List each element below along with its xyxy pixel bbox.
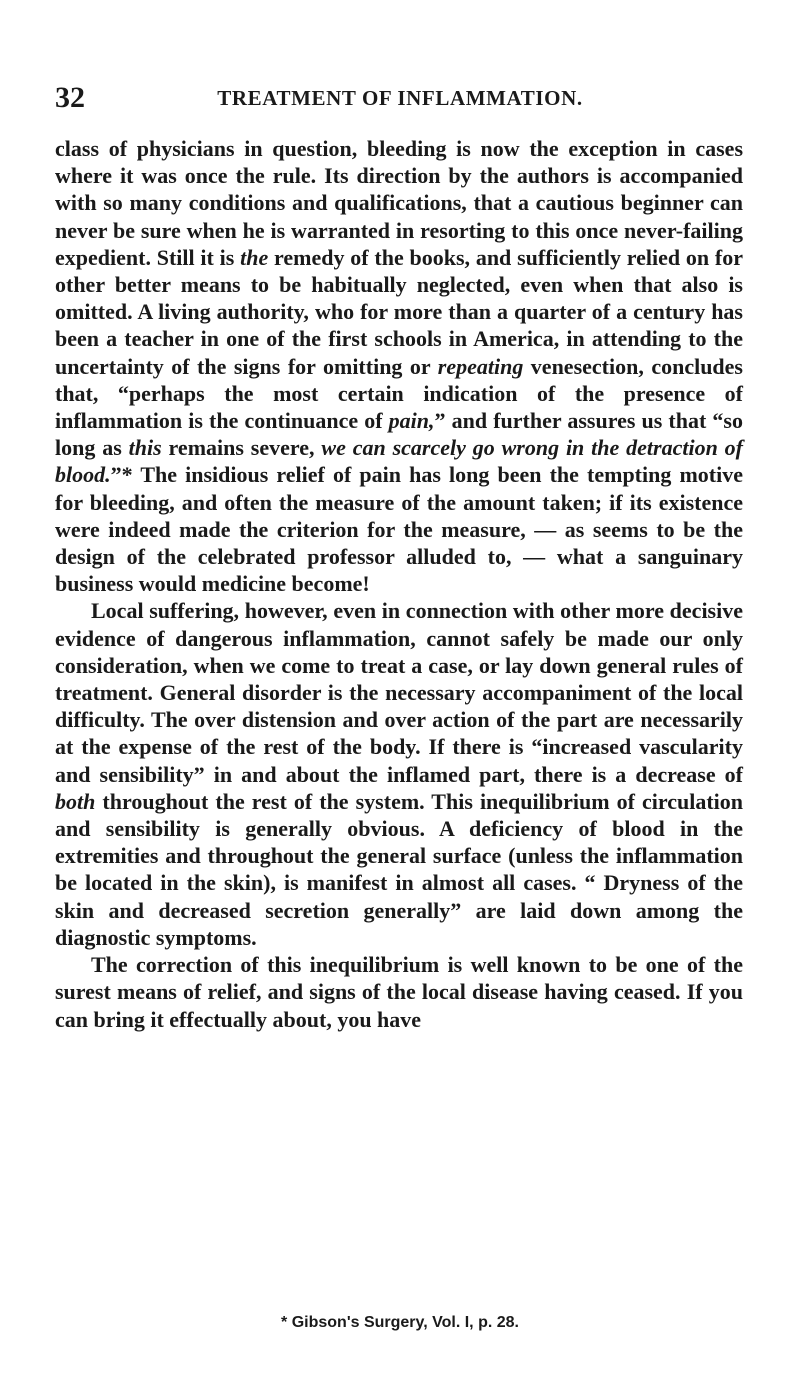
text-segment: ” and further assures us that “so long as: [55, 408, 743, 461]
paragraph: [55, 597, 743, 951]
italic-text-segment: we can scarcely go wrong in the detraction of blood.: [55, 435, 743, 488]
text-segment: ”* The insidious relief of pain has long been the tempting motive for bleeding, and often the measure of the amount taken; if its existence were indeed made the criterion for the measure, — as seems to be the design of the celebrated professor alluded to, — what a sanguinary business would medicine become!: [55, 462, 743, 597]
italic-text-segment: pain,: [388, 408, 435, 434]
italic-text-segment: the: [240, 244, 269, 270]
text-segment: class of physicians in question, bleeding is now the exception in cases where it was once the rule. Its direction by the authors is accompanied with so many conditions and qualifications, that a cautious beginner can never be sure when he is warranted in resorting to this once never-failing expedient. Still it is: [55, 136, 743, 270]
body-text: [55, 135, 743, 1033]
page-header: [55, 78, 745, 118]
italic-text-segment: repeating: [437, 353, 524, 379]
text-segment: remains severe,: [161, 435, 322, 461]
italic-text-segment: this: [128, 435, 162, 461]
italic-text-segment: both: [55, 788, 96, 814]
footnote: * Gibson's Surgery, Vol. I, p. 28.: [281, 1314, 519, 1331]
paragraph: [55, 135, 743, 597]
text-segment: Local suffering, however, even in connection with other more decisive evidence of dangerous inflammation, cannot safely be made our only consideration, when we come to treat a case, or lay down general rules of treatment. General disorder is the necessary accompaniment of the local difficulty. The over distension and over action of the part are necessarily at the expense of the rest of the body. If there is “increased vascularity and sensibility” in and about the inflamed part, there is a decrease of: [55, 598, 743, 787]
page-number: 32: [55, 81, 85, 114]
text-segment: The correction of this inequilibrium is well known to be one of the surest means of relief, and signs of the local disease having ceased. If you can bring it effectually about, you have: [55, 952, 743, 1032]
text-segment: venesection, concludes that, “perhaps the most certain indication of the presence of inflammation is the continuance of: [55, 353, 743, 434]
running-title: TREATMENT OF INFLAMMATION.: [217, 86, 583, 110]
paragraph: [55, 951, 743, 1033]
text-segment: remedy of the books, and sufficiently relied on for other better means to be habitually neglected, even when that also is omitted. A living authority, who for more than a quarter of a century has been a teacher in one of the first schools in America, in attending to the uncertainty of the signs for omitting or: [55, 244, 743, 379]
text-segment: throughout the rest of the system. This inequilibrium of circulation and sensibility is generally obvious. A deficiency of blood in the extremities and throughout the general surface (unless the inflammation be located in the skin), is manifest in almost all cases. “ Dryness of the skin and decreased secretion generally” are laid down among the diagnostic symptoms.: [55, 788, 743, 950]
